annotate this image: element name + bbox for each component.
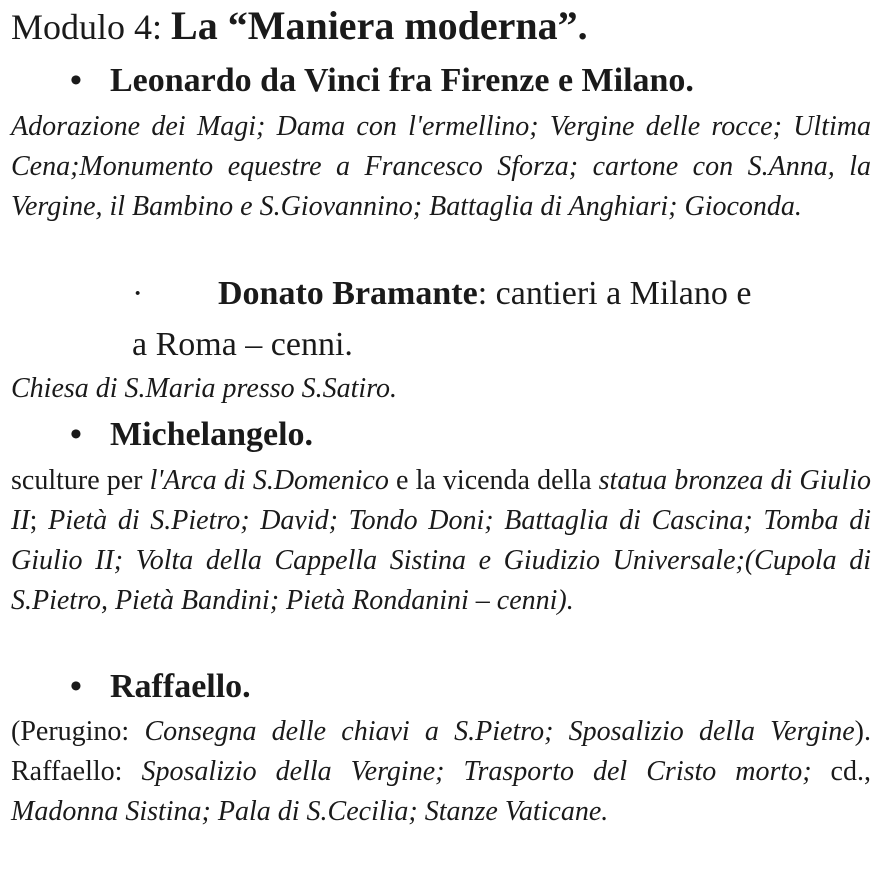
text: sculture per bbox=[11, 465, 150, 496]
module-heading: La “Maniera moderna”. bbox=[171, 3, 588, 48]
heading-text: Leonardo da Vinci fra Firenze e Milano. bbox=[110, 62, 694, 99]
text: l'Arca di S.Domenico bbox=[149, 465, 389, 496]
leonardo-works-text: Adorazione dei Magi; Dama con l'ermellino; Vergine delle rocce; Ultima Cena;Monumento equestre a Francesco Sforza; cartone con S.Anna, la Vergine, il Bambino e S.Giovannino; Battaglia di Anghiari; Gioconda. bbox=[11, 111, 871, 222]
bullet: • bbox=[70, 416, 82, 453]
text: ; bbox=[29, 505, 49, 536]
text: Pietà di S.Pietro; David; Tondo Doni; Battaglia di Cascina; Tomba di Giulio II; Volta della Cappella Sistina e Giudizio Universale;(Cupola di S.Pietro, Pietà Bandini; Pietà Rondanini – cenni). bbox=[11, 505, 871, 616]
bramante-subtitle-line2 bbox=[132, 323, 353, 367]
text: (Perugino: bbox=[11, 716, 145, 747]
section-heading-leonardo bbox=[70, 60, 694, 102]
text: Sposalizio della Vergine; Trasporto del Cristo morto; bbox=[141, 756, 812, 787]
section-heading-bramante bbox=[132, 272, 751, 316]
text: statua bronzea di Giulio II bbox=[11, 465, 871, 536]
module-prefix: Modulo 4: bbox=[11, 7, 172, 47]
bullet: • bbox=[70, 62, 82, 99]
bullet: • bbox=[70, 668, 82, 705]
bramante-works-text: Chiesa di S.Maria presso S.Satiro. bbox=[11, 373, 398, 404]
bramante-subtitle-1: : cantieri a Milano e bbox=[477, 275, 752, 312]
leonardo-works bbox=[11, 107, 871, 227]
bramante-name: Donato Bramante bbox=[218, 275, 478, 312]
bramante-subtitle-2: a Roma – cenni. bbox=[132, 326, 353, 363]
bramante-works bbox=[11, 369, 871, 409]
bullet: · bbox=[132, 275, 144, 312]
text: Madonna Sistina; Pala di S.Cecilia; Stanze Vaticane. bbox=[11, 796, 609, 827]
heading-text: Michelangelo. bbox=[110, 416, 314, 453]
text: Consegna delle chiavi a S.Pietro; Sposalizio della Vergine bbox=[144, 716, 855, 747]
heading-text: Raffaello. bbox=[110, 668, 251, 705]
section-heading-michelangelo bbox=[70, 414, 313, 456]
text: e la vicenda della bbox=[388, 465, 599, 496]
text: ). Raffaello: bbox=[11, 716, 871, 787]
raffaello-works bbox=[11, 712, 871, 832]
module-title bbox=[11, 2, 588, 51]
text: cd., bbox=[811, 756, 871, 787]
section-heading-raffaello bbox=[70, 666, 251, 708]
michelangelo-works bbox=[11, 461, 871, 621]
